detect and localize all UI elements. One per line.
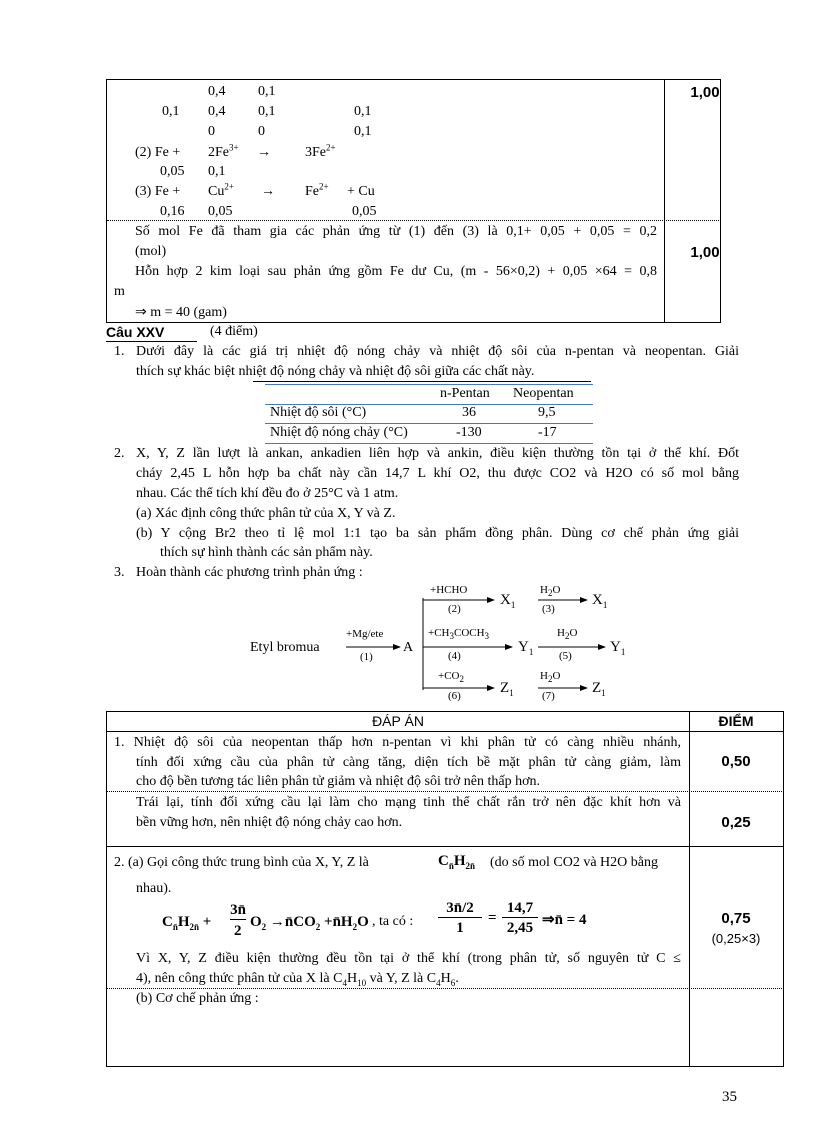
r2-score: 0,25 bbox=[721, 814, 751, 831]
r3-line-1b: (do số mol CO2 và H2O bằng bbox=[490, 855, 658, 870]
branch2-reagent: $+CH_3COCH_3$ bbox=[428, 627, 490, 642]
q1-number: 1. bbox=[114, 344, 125, 359]
r2-separator bbox=[106, 846, 783, 847]
q2b-line-1: (b) Y cộng Br2 theo tỉ lệ mol 1:1 tạo ba sản phẩm đồng phân. Dùng cơ chế phản ứng giải bbox=[136, 526, 739, 541]
prop-table-mid-rule bbox=[265, 423, 593, 424]
q1-underline bbox=[253, 381, 591, 382]
q1-line-1: Dưới đây là các giá trị nhiệt độ nóng chảy và nhiệt độ sôi của n-pentan và neopentan. Giải bbox=[136, 344, 739, 359]
r3-line-4: Vì X, Y, Z điều kiện thường đều tồn tại ở thể khí (trong phân tử, số nguyên tử C ≤ bbox=[136, 951, 681, 966]
q2-line-2: cháy 2,45 L hỗn hợp ba chất này cần 14,7 L khí O2, thu được CO2 và H2O có số mol bằng bbox=[136, 466, 739, 481]
q1-line-2: thích sự khác biệt nhiệt độ nóng chảy và nhiệt độ sôi giữa các chất này. bbox=[136, 364, 535, 379]
r3-line-2: nhau). bbox=[136, 881, 172, 896]
prop-row-melting-b: -17 bbox=[538, 425, 557, 440]
top-para-line-1: Số mol Fe đã tham gia các phản ứng từ (1) đến (3) là 0,1+ 0,05 + 0,05 = 0,2 bbox=[135, 224, 657, 239]
top-table-divider bbox=[664, 79, 665, 322]
question-title: Câu XXV bbox=[106, 324, 165, 340]
r4-line-1: (b) Cơ chế phản ứng : bbox=[136, 991, 259, 1006]
scheme-reagent-1: +Mg/ete bbox=[346, 628, 384, 640]
stoich-row-4: 0,05 0,1 bbox=[160, 164, 226, 179]
stoich-row-2: 0,1 0,4 0,1 0,1 bbox=[162, 104, 372, 119]
stoich-row-3: 0 0 0,1 bbox=[208, 124, 372, 139]
prop-row-boiling-b: 9,5 bbox=[538, 405, 556, 420]
q3-line: Hoàn thành các phương trình phản ứng : bbox=[136, 565, 363, 580]
r3-score-detail: (0,25×3) bbox=[711, 931, 761, 946]
prop-row-melting-a: -130 bbox=[456, 425, 482, 440]
r3-ratio: 3n̄/2 1 = 14,7 2,45 ⇒n̄ = 4 bbox=[438, 900, 598, 944]
branch1-step2: (3) bbox=[542, 603, 555, 615]
top-score-2: 1,00 bbox=[690, 244, 720, 261]
branch2-Y1: $Y_1$ bbox=[518, 639, 534, 657]
branch2-water: $H_2O$ bbox=[557, 627, 578, 642]
branch3-reagent: $+CO_2$ bbox=[438, 670, 464, 685]
prop-table-bottom-rule bbox=[265, 443, 593, 444]
question-points: (4 điểm) bbox=[210, 324, 258, 339]
q2b-line-2: thích sự hình thành các sản phẩm này. bbox=[160, 545, 373, 560]
top-para-line-4: m bbox=[114, 284, 125, 299]
branch2-Y1-product: $Y_1$ bbox=[610, 639, 626, 657]
prop-row-boiling-a: 36 bbox=[462, 405, 476, 420]
q2a: (a) Xác định công thức phân tử của X, Y và Z. bbox=[136, 506, 396, 521]
top-para-line-2: (mol) bbox=[135, 244, 167, 259]
r1-separator bbox=[107, 791, 782, 792]
score-header: ĐIỂM bbox=[718, 713, 754, 729]
scheme-step-1: (1) bbox=[360, 651, 373, 663]
top-para-line-3: Hỗn hợp 2 kim loại sau phản ứng gồm Fe dư Cu, (m - 56×0,2) + 0,05 ×64 = 0,8 bbox=[135, 264, 657, 279]
branch3-Z1-product: $Z_1$ bbox=[592, 680, 606, 698]
r1-line-1: 1. Nhiệt độ sôi của neopentan thấp hơn n-pentan vì khi phân tử có càng nhiều nhánh, bbox=[114, 735, 681, 750]
q2-number: 2. bbox=[114, 446, 125, 461]
q2-line-3: nhau. Các thể tích khí đều đo ở 25°C và 1 atm. bbox=[136, 486, 399, 501]
r3-eq-tail: , ta có : bbox=[372, 914, 414, 929]
branch1-X1: $X_1$ bbox=[500, 592, 516, 610]
prop-header-npentan: n-Pentan bbox=[440, 386, 490, 401]
r2-line-1: Trái lại, tính đối xứng cầu lại làm cho mạng tinh thể chất rắn trở nên đặc khít hơn và bbox=[136, 795, 681, 810]
branch1-step: (2) bbox=[448, 603, 461, 615]
stoich-row-5: 0,16 0,05 0,05 bbox=[160, 204, 377, 219]
prop-row-melting-label: Nhiệt độ nóng chảy (°C) bbox=[270, 425, 408, 440]
branch1-X1-product: $X_1$ bbox=[592, 592, 608, 610]
branch3-water: $H_2O$ bbox=[540, 670, 561, 685]
reaction-2: (2) Fe + $2Fe^{3+}$ → $3Fe^{2+}$ bbox=[135, 142, 336, 160]
top-score-1: 1,00 bbox=[690, 84, 720, 101]
branch3-step2: (7) bbox=[542, 690, 555, 702]
r3-line-5: 4), nên công thức phân tử của X là $C_4H_{10}$ và Y, Z là $C_4H_6$. bbox=[136, 971, 459, 988]
branch2-step2: (5) bbox=[559, 650, 572, 662]
branch3-step: (6) bbox=[448, 690, 461, 702]
r1-score: 0,50 bbox=[721, 753, 751, 770]
branch1-reagent: +HCHO bbox=[430, 584, 468, 596]
answer-header-rule bbox=[106, 731, 783, 732]
r3-separator bbox=[107, 988, 782, 989]
branch2-step: (4) bbox=[448, 650, 461, 662]
prop-table-top-rule bbox=[265, 384, 593, 385]
answer-header: ĐÁP ÁN bbox=[372, 713, 424, 729]
q3-number: 3. bbox=[114, 565, 125, 580]
scheme-start: Etyl bromua bbox=[250, 640, 320, 655]
prop-header-neopentan: Neopentan bbox=[513, 386, 574, 401]
page-number: 35 bbox=[722, 1089, 737, 1105]
stoich-row-1: 0,4 0,1 bbox=[208, 84, 276, 99]
r1-line-2: tính đối xứng cầu của phân tử càng tăng, diện tích bề mặt phân tử càng giảm, làm bbox=[136, 755, 681, 770]
r2-line-2: bền vững hơn, nên nhiệt độ nóng chảy cao hơn. bbox=[136, 815, 403, 830]
r1-line-3: cho độ bền tương tác liên phân tử giảm và nhiệt độ sôi trở nên thấp hơn. bbox=[136, 774, 541, 789]
branch3-Z1: $Z_1$ bbox=[500, 680, 514, 698]
q2-line-1: X, Y, Z lần lượt là ankan, ankadien liên hợp và ankin, điều kiện thường tồn tại ở thể khí. Đốt bbox=[136, 446, 739, 461]
scheme-A: A bbox=[403, 640, 414, 655]
r3-score: 0,75 bbox=[721, 910, 751, 927]
r3-formula-inline: $C_{n̄}H_{2n̄}$ bbox=[438, 853, 476, 871]
top-para-line-5: ⇒ m = 40 (gam) bbox=[135, 305, 227, 320]
r3-equation: $C_{n̄}H_{2n̄}$ + 3n̄ 2 $O_2$ $\to n̄CO_2$ $+n̄H_2O$ bbox=[162, 902, 369, 939]
prop-row-boiling-label: Nhiệt độ sôi (°C) bbox=[270, 405, 367, 420]
reaction-3: (3) Fe + $Cu^{2+}$ → $Fe^{2+}$ + Cu bbox=[135, 181, 375, 199]
question-title-underline bbox=[106, 341, 197, 342]
branch1-water: $H_2O$ bbox=[540, 584, 561, 599]
r3-line-1a: 2. (a) Gọi công thức trung bình của X, Y, Z là bbox=[114, 855, 369, 870]
